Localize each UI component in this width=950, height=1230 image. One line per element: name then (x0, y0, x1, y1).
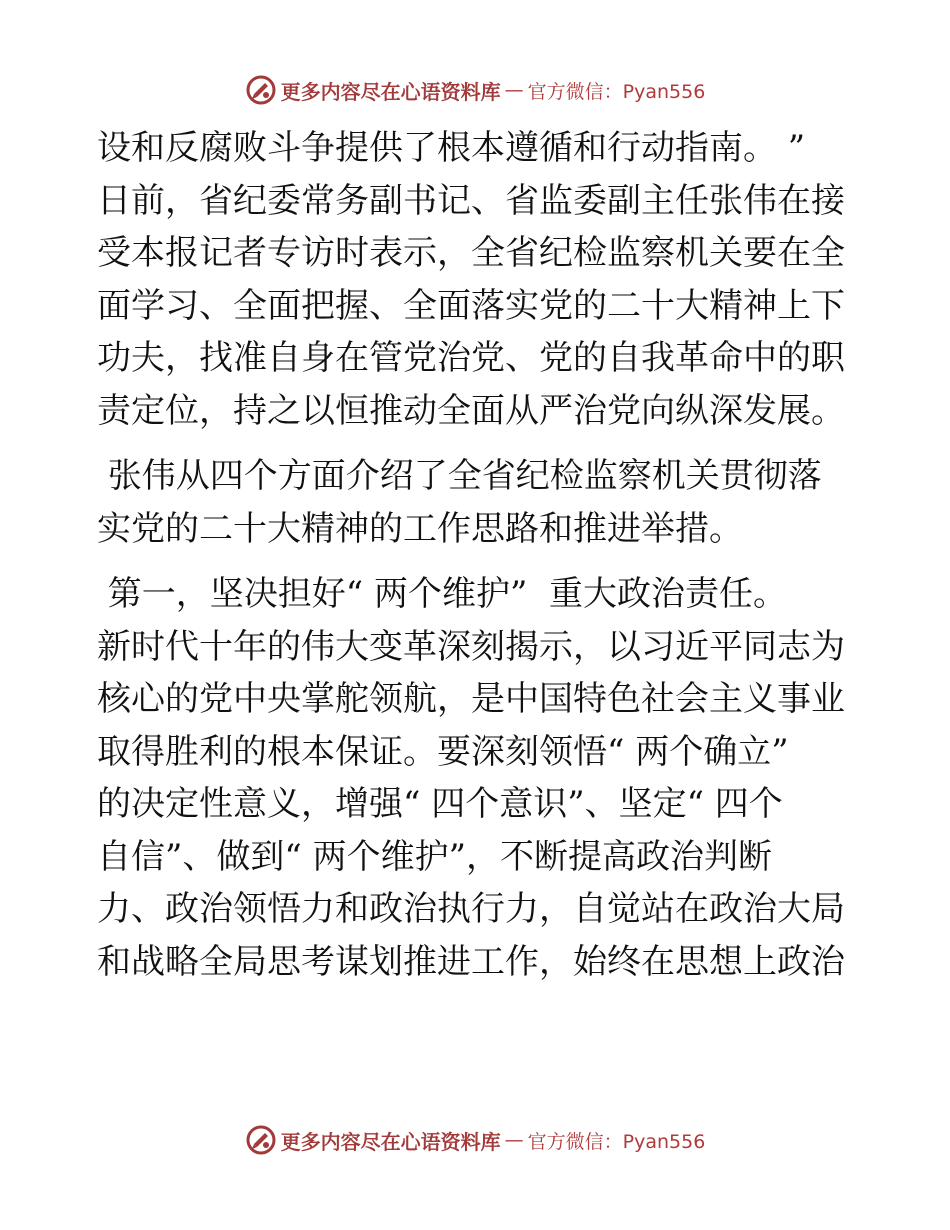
watermark-footer (0, 1120, 950, 1160)
text-line: 取得胜利的根本保证。要深刻领悟“ 两个确立” (97, 731, 789, 772)
paragraph-1 (97, 122, 857, 437)
brand-logo-icon (245, 1124, 277, 1156)
text-line: 面学习、全面把握、全面落实党的二十大精神上下 (97, 285, 845, 326)
text-line: 日前，省纪委常务副书记、省监委副主任张伟在接 (97, 180, 845, 221)
text-line: 自信”、做到“ 两个维护”，不断提高政治判断 (97, 836, 772, 877)
watermark-contact: 官方微信：Pyan556 (527, 80, 706, 103)
text-line: 实党的二十大精神的工作思路和推进举措。 (97, 508, 743, 549)
text-line: 和战略全局思考谋划推进工作，始终在思想上政治 (97, 941, 845, 982)
text-line: 力、政治领悟力和政治执行力，自觉站在政治大局 (97, 889, 845, 929)
watermark-header (0, 70, 950, 110)
watermark-brand: 更多内容尽在心语资料库 (280, 79, 501, 104)
text-line: 第一，坚决担好“ 两个维护” 重大政治责任。 (97, 574, 787, 614)
watermark-separator: — (504, 1129, 524, 1151)
watermark-contact: 官方微信：Pyan556 (527, 1130, 706, 1153)
text-line: 设和反腐败斗争提供了根本遵循和行动指南。 ” (97, 128, 806, 168)
text-line: 的决定性意义，增强“ 四个意识”、坚定“ 四个 (97, 784, 783, 824)
text-line: 张伟从四个方面介绍了全省纪检监察机关贯彻落 (97, 456, 822, 496)
watermark-brand: 更多内容尽在心语资料库 (280, 1129, 501, 1154)
brand-logo-icon (245, 74, 277, 106)
text-line: 核心的党中央掌舵领航，是中国特色社会主义事业 (97, 679, 845, 719)
document-body (97, 122, 857, 988)
watermark-separator: — (504, 79, 524, 101)
text-line: 功夫，找准自身在管党治党、党的自我革命中的职 (97, 338, 845, 378)
text-line: 新时代十年的伟大变革深刻揭示，以习近平同志为 (97, 626, 845, 667)
text-line: 责定位，持之以恒推动全面从严治党向纵深发展。 (97, 390, 845, 431)
paragraph-2 (97, 450, 857, 555)
text-line: 受本报记者专访时表示，全省纪检监察机关要在全 (97, 233, 845, 273)
paragraph-3 (97, 568, 857, 988)
